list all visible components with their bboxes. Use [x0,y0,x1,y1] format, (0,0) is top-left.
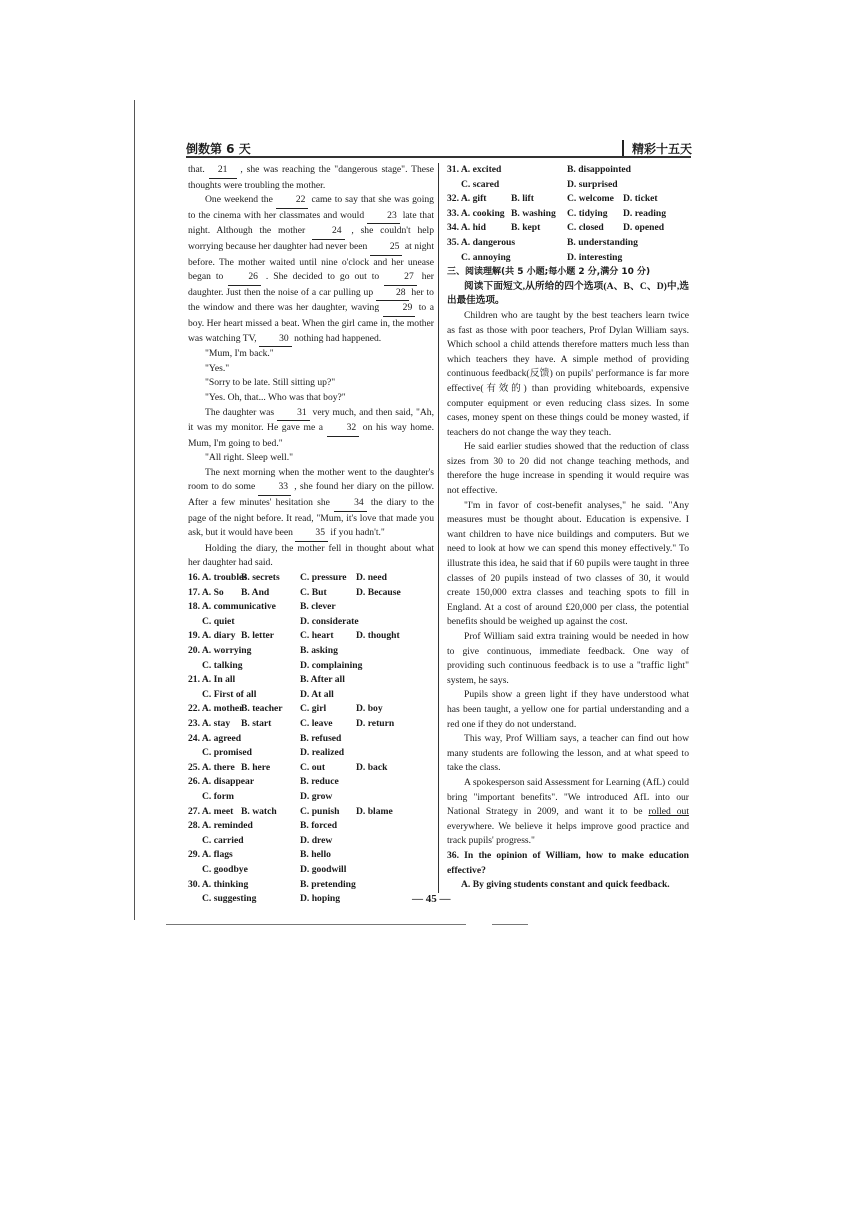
options-list [188,571,434,907]
option-row: 33. A. cooking B. washing C. tidying D. reading [447,207,666,219]
right-column [447,163,689,893]
bottom-rule [492,924,528,925]
option-row: C. suggesting D. hoping [202,893,340,905]
blank-23: 23 [367,209,400,225]
bottom-rule [166,924,466,925]
option-row: 29. A. flags B. hello [188,849,331,861]
dialogue-line: "Sorry to be late. Still sitting up?" [205,377,336,389]
left-column [188,163,434,907]
header-right: 精彩十五天 [622,140,692,157]
blank-32: 32 [327,421,360,437]
option-row: 18. A. communicative B. clever [188,601,336,613]
passage-paragraph: One weekend the 22 came to say that she was going to the cinema with her classmates and would 23 late that night. Although the mother 24 , she couldn't help worrying because her daughter had never been 25 at night before. The mother waited until nine o'clock and her unease began to 26 . She decided to go out to 27 her daughter. Just then the noise of a car pulling up 28 her to the window and there was her daughter, waving 29 to a boy. Her heart missed a beat. When the girl came in, the mother was watching TV, 30 nothing had happened. [188,193,434,347]
dialogue-line: "Yes. Oh, that... Who was that boy?" [205,391,346,403]
blank-34: 34 [334,496,367,512]
passage-paragraph: "I'm in favor of cost-benefit analyses," he said. "Any measures must be thought about. Education is expensive. I want children to have nice buildings and computers. But we need to look at how we can spend this money effectively." To illustrate this idea, he said that if 60 pupils were taught in three classes of 20 pupils instead of two classes of 30, it would create 150,000 extra classes and teaching spots to fill in England. At a cost of around £20,000 per class, the potential benefits should be weighed up against the cost. [447,499,689,628]
option-row: C. carried D. drew [202,834,333,846]
header-rule [186,156,691,158]
option-row: C. First of all D. At all [202,688,334,700]
blank-24: 24 [312,224,345,240]
option-row: C. form D. grow [202,790,333,802]
page-number: — 45 — [412,893,451,905]
passage-paragraph: that. 21 , she was reaching the "dangerous stage". These thoughts were troubling the mother. [188,164,435,191]
blank-31: 31 [277,406,310,422]
option-row: 24. A. agreed B. refused [188,732,342,744]
option-row: 20. A. worrying B. asking [188,645,338,656]
option-row: 16. A. troubles B. secrets C. pressure D. need [188,572,387,584]
option-row: 28. A. reminded B. forced [188,820,338,832]
blank-26: 26 [228,270,261,286]
option-row: C. scared D. surprised [461,178,618,190]
option-row: 21. A. In all B. After all [188,674,345,686]
dialogue-line: "Yes." [205,362,230,374]
question-36-option-a: A. By giving students constant and quick feedback. [461,879,670,891]
passage-paragraph: Children who are taught by the best teachers learn twice as fast as those with poor teachers, Prof Dylan William says. Which school a child attends therefore matters much less than which teachers they have. A simple method of providing continuous feedback(反馈) on pupils' performance is far more effective(有效的) than providing whiteboards, expensive computer equipment or even reducing class sizes. In some cases, money spent on these things could be money wasted, if teachers do not change the way they teach. [447,309,689,438]
option-row: 32. A. gift B. lift C. welcome D. ticket [447,193,658,205]
blank-33: 33 [258,480,291,496]
option-row: 31. A. excited B. disappointed [447,164,631,175]
binding-line [134,100,135,920]
blank-30: 30 [259,332,292,348]
option-row: 22. A. mother B. teacher C. girl D. boy [188,703,383,715]
option-row: 19. A. diary B. letter C. heart D. thought [188,630,400,642]
option-row: C. quiet D. considerate [202,615,359,627]
passage-paragraph: Prof William said extra training would be needed in how to give continuous, immediate feedback. One way of providing such continuous feedback is to use a "traffic light" system, he says. [447,631,689,686]
option-row: C. promised D. realized [202,747,345,759]
blank-25: 25 [370,240,403,256]
dialogue-line: "Mum, I'm back." [205,348,274,360]
blank-27: 27 [384,270,417,286]
option-row: C. talking D. complaining [202,659,363,671]
option-row: 26. A. disappear B. reduce [188,776,339,788]
passage-paragraph: Pupils show a green light if they have understood what has been taught, a yellow one for partial understanding and a red one if they do not understand. [447,689,689,730]
blank-29: 29 [383,301,416,317]
passage-paragraph: This way, Prof William says, a teacher can find out how many students are following the lesson, and at what speed to take the class. [447,733,689,774]
passage-paragraph: A spokesperson said Assessment for Learning (AfL) could bring "important benefits". "We introduced AfL into our National Strategy in 2009, and want it to be rolled out everywhere. We believe it helps improve good practice and track pupils' progress." [447,776,689,847]
blank-28: 28 [376,286,409,302]
blank-35: 35 [295,526,328,542]
option-row: 23. A. stay B. start C. leave D. return [188,717,395,729]
passage-paragraph: The daughter was 31 very much, and then said, "Ah, it was my monitor. He gave me a 32 on his way home. Mum, I'm going to bed." [188,406,434,449]
option-row: C. annoying D. interesting [461,251,623,263]
section-instruction: 阅读下面短文,从所给的四个选项(A、B、C、D)中,选出最佳选项。 [447,280,689,307]
column-divider [438,163,439,893]
passage-paragraph: He said earlier studies showed that the reduction of class sizes from 30 to 20 did not change teaching methods, and therefore the huge increase in spending it would require was not effective. [447,441,689,497]
passage-paragraph: The next morning when the mother went to the daughter's room to do some 33 , she found her diary on the pillow. After a few minutes' hesitation she 34 the diary to the page of the night before. It read, "Mum, it's love that made you ask, but it would have been 35 if you hadn't." [188,466,434,542]
passage-paragraph: Holding the diary, the mother fell in thought about what her daughter had said. [188,542,434,569]
option-row: 17. A. So B. And C. But D. Because [188,586,401,598]
blank-22: 22 [276,193,309,209]
option-row: 34. A. hid B. kept C. closed D. opened [447,222,665,234]
option-row: 25. A. there B. here C. out D. back [188,761,388,773]
option-row: 30. A. thinking B. pretending [188,878,356,890]
underlined-phrase: rolled out [648,806,689,818]
option-row: 35. A. dangerous B. understanding [447,236,638,248]
dialogue-line: "All right. Sleep well." [205,452,294,464]
option-row: 27. A. meet B. watch C. punish D. blame [188,805,393,817]
section-heading: 三、阅读理解(共 5 小题;每小题 2 分,满分 10 分) [447,267,651,278]
header-left: 倒数第 6 天 [186,142,251,156]
option-row: C. goodbye D. goodwill [202,863,347,875]
blank-21: 21 [209,163,237,179]
question-36: 36. In the opinion of William, how to make education effective? [447,849,689,876]
